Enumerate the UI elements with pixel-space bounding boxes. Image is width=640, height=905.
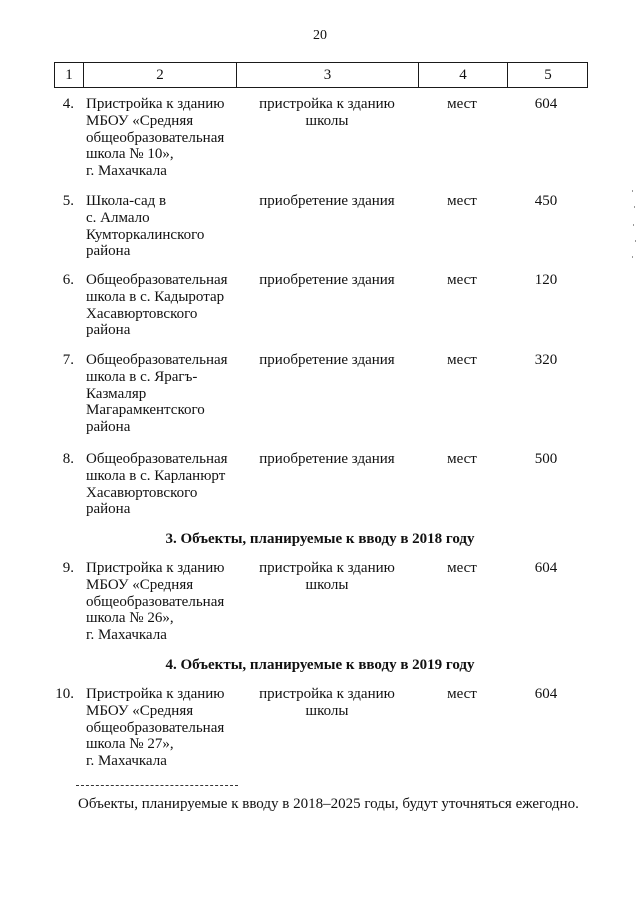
- footnote: Объекты, планируемые к вводу в 2018–2025 годы, будут уточняться ежегодно.: [78, 796, 579, 812]
- row-number: 4.: [62, 96, 74, 112]
- capacity-value: 500: [534, 451, 558, 467]
- action-type: приобретение здания: [259, 352, 395, 368]
- capacity-value: 320: [534, 352, 558, 368]
- column-header-3: 3: [323, 67, 332, 83]
- row-number: 8.: [62, 451, 74, 467]
- scan-artifact: [635, 240, 636, 242]
- column-header-5: 5: [544, 67, 552, 83]
- action-type: пристройка к зданию школы: [259, 560, 395, 593]
- section-heading-2019: 4. Объекты, планируемые к вводу в 2019 году: [165, 657, 475, 673]
- object-name: Пристройка к зданию МБОУ «Средняя общеобразовательная школа № 26», г. Махачкала: [86, 560, 225, 644]
- unit: мест: [447, 193, 477, 209]
- row-number: 7.: [62, 352, 74, 368]
- object-name: Общеобразовательная школа в с. Кадыротар Хасавюртовского района: [86, 272, 228, 339]
- scan-artifact: [632, 256, 633, 258]
- column-header-row: [54, 62, 588, 88]
- object-name: Общеобразовательная школа в с. Ярагъ- Казмаляр Магарамкентского района: [86, 352, 228, 436]
- object-name: Школа-сад в с. Алмало Кумторкалинского района: [86, 193, 205, 260]
- capacity-value: 604: [534, 96, 558, 112]
- unit: мест: [447, 451, 477, 467]
- unit: мест: [447, 560, 477, 576]
- capacity-value: 120: [534, 272, 558, 288]
- column-header-2: 2: [156, 67, 164, 83]
- object-name: Пристройка к зданию МБОУ «Средняя общеобразовательная школа № 27», г. Махачкала: [86, 686, 225, 770]
- unit: мест: [447, 96, 477, 112]
- unit: мест: [447, 272, 477, 288]
- scan-artifact: [633, 224, 634, 226]
- row-number: 5.: [62, 193, 74, 209]
- capacity-value: 604: [534, 686, 558, 702]
- object-name: Общеобразовательная школа в с. Карланюрт Хасавюртовского района: [86, 451, 228, 518]
- unit: мест: [447, 686, 477, 702]
- column-header-4: 4: [459, 67, 467, 83]
- row-number: 10.: [55, 686, 74, 702]
- footnote-separator: [76, 785, 238, 786]
- column-header-1: 1: [65, 67, 73, 83]
- action-type: приобретение здания: [259, 272, 395, 288]
- action-type: приобретение здания: [259, 193, 395, 209]
- capacity-value: 450: [534, 193, 558, 209]
- action-type: приобретение здания: [259, 451, 395, 467]
- capacity-value: 604: [534, 560, 558, 576]
- row-number: 9.: [62, 560, 74, 576]
- row-number: 6.: [62, 272, 74, 288]
- action-type: пристройка к зданию школы: [259, 686, 395, 719]
- page-number: 20: [313, 28, 327, 43]
- scan-artifact: [632, 190, 633, 192]
- section-heading-2018: 3. Объекты, планируемые к вводу в 2018 году: [165, 531, 475, 547]
- unit: мест: [447, 352, 477, 368]
- object-name: Пристройка к зданию МБОУ «Средняя общеобразовательная школа № 10», г. Махачкала: [86, 96, 225, 180]
- action-type: пристройка к зданию школы: [259, 96, 395, 129]
- scan-artifact: [634, 206, 635, 208]
